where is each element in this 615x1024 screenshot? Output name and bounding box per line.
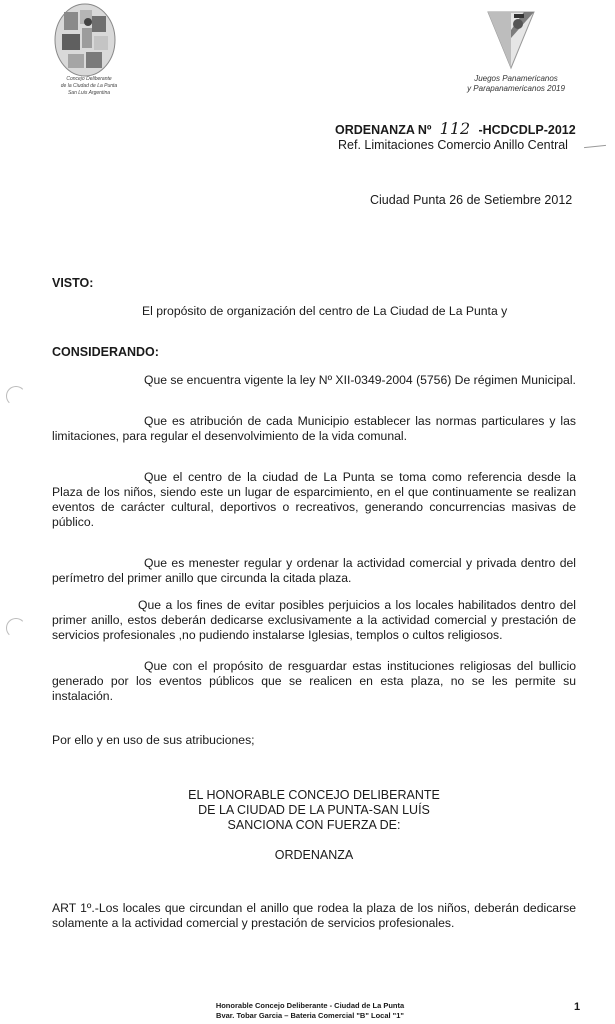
document-date: Ciudad Punta 26 de Setiembre 2012 bbox=[370, 193, 573, 207]
sanction-line: DE LA CIUDAD DE LA PUNTA-SAN LUÍS bbox=[198, 803, 430, 817]
page-number: 1 bbox=[574, 1001, 581, 1013]
considerando-paragraph: Que el centro de la ciudad de La Punta se toma como referencia desde la Plaza de los niños, siendo este un lugar de esparcimiento, en el que continuamente se realizan eventos de carácter cultural, deportivos o recreativos, generando concurrencias masivas de público. bbox=[52, 470, 576, 529]
considerando-paragraph: Que se encuentra vigente la ley Nº XII-0349-2004 (5756) De régimen Municipal. bbox=[144, 373, 576, 387]
left-logo-caption: Concejo Deliberante de la Ciudad de La Punta San Luis Argentina bbox=[60, 76, 118, 96]
considerando-heading: CONSIDERANDO: bbox=[52, 345, 159, 359]
article-1: ART 1º.-Los locales que circundan el anillo que rodea la plaza de los niños, deberán dedicarse solamente a la actividad comercial y prestación de servicios profesionales. bbox=[52, 901, 576, 930]
footer-line: Honorable Concejo Deliberante - Ciudad de La Punta bbox=[215, 1001, 405, 1010]
ordenanza-title: ORDENANZA bbox=[274, 848, 354, 862]
sanction-block bbox=[52, 788, 576, 833]
sanction-line: EL HONORABLE CONCEJO DELIBERANTE bbox=[188, 788, 440, 802]
footer bbox=[140, 1001, 480, 1021]
ordinance-reference: Ref. Limitaciones Comercio Anillo Central bbox=[338, 138, 568, 152]
ordinance-prefix: ORDENANZA Nº bbox=[335, 123, 432, 137]
sanction-line: SANCIONA CON FUERZA DE: bbox=[227, 818, 401, 832]
panamerican-games-logo bbox=[484, 8, 538, 70]
right-logo-caption: Juegos Panamericanos y Parapanamericanos 2019 bbox=[467, 74, 565, 93]
considerando-paragraph: Que es menester regular y ordenar la actividad comercial y privada dentro del perímetro del primer anillo que circunda la citada plaza. bbox=[52, 556, 576, 585]
concejo-logo bbox=[52, 2, 118, 80]
visto-text: El propósito de organización del centro de La Ciudad de La Punta y bbox=[142, 304, 508, 318]
punch-hole-mark bbox=[6, 386, 26, 406]
considerando-paragraph: Que es atribución de cada Municipio establecer las normas particulares y las limitaciones, para regular el desenvolvimiento de la vida comunal. bbox=[52, 414, 576, 443]
visto-heading: VISTO: bbox=[52, 276, 94, 290]
considerando-paragraph: Que con el propósito de resguardar estas instituciones religiosas del bullicio generado por los eventos públicos que se realicen en esta plaza, no se les permite su instalación. bbox=[52, 659, 576, 703]
pen-stroke-mark bbox=[584, 145, 606, 148]
footer-line: Bvar. Tobar Garcia – Bateria Comercial "B" Local "1" bbox=[216, 1011, 404, 1020]
punch-hole-mark bbox=[6, 618, 26, 638]
ordinance-suffix: -HCDCDLP-2012 bbox=[478, 123, 576, 137]
ordinance-handwritten-number: 112 bbox=[439, 119, 471, 138]
ordinance-number-line bbox=[335, 119, 576, 138]
por-ello-text: Por ello y en uso de sus atribuciones; bbox=[52, 733, 255, 747]
considerando-paragraph: Que a los fines de evitar posibles perjuicios a los locales habilitados dentro del primer anillo, estos deberán dedicarse exclusivamente a la actividad comercial y prestación de servicios profesionales ,no pudiendo instalarse Iglesias, templos o cultos religiosos. bbox=[52, 598, 576, 642]
